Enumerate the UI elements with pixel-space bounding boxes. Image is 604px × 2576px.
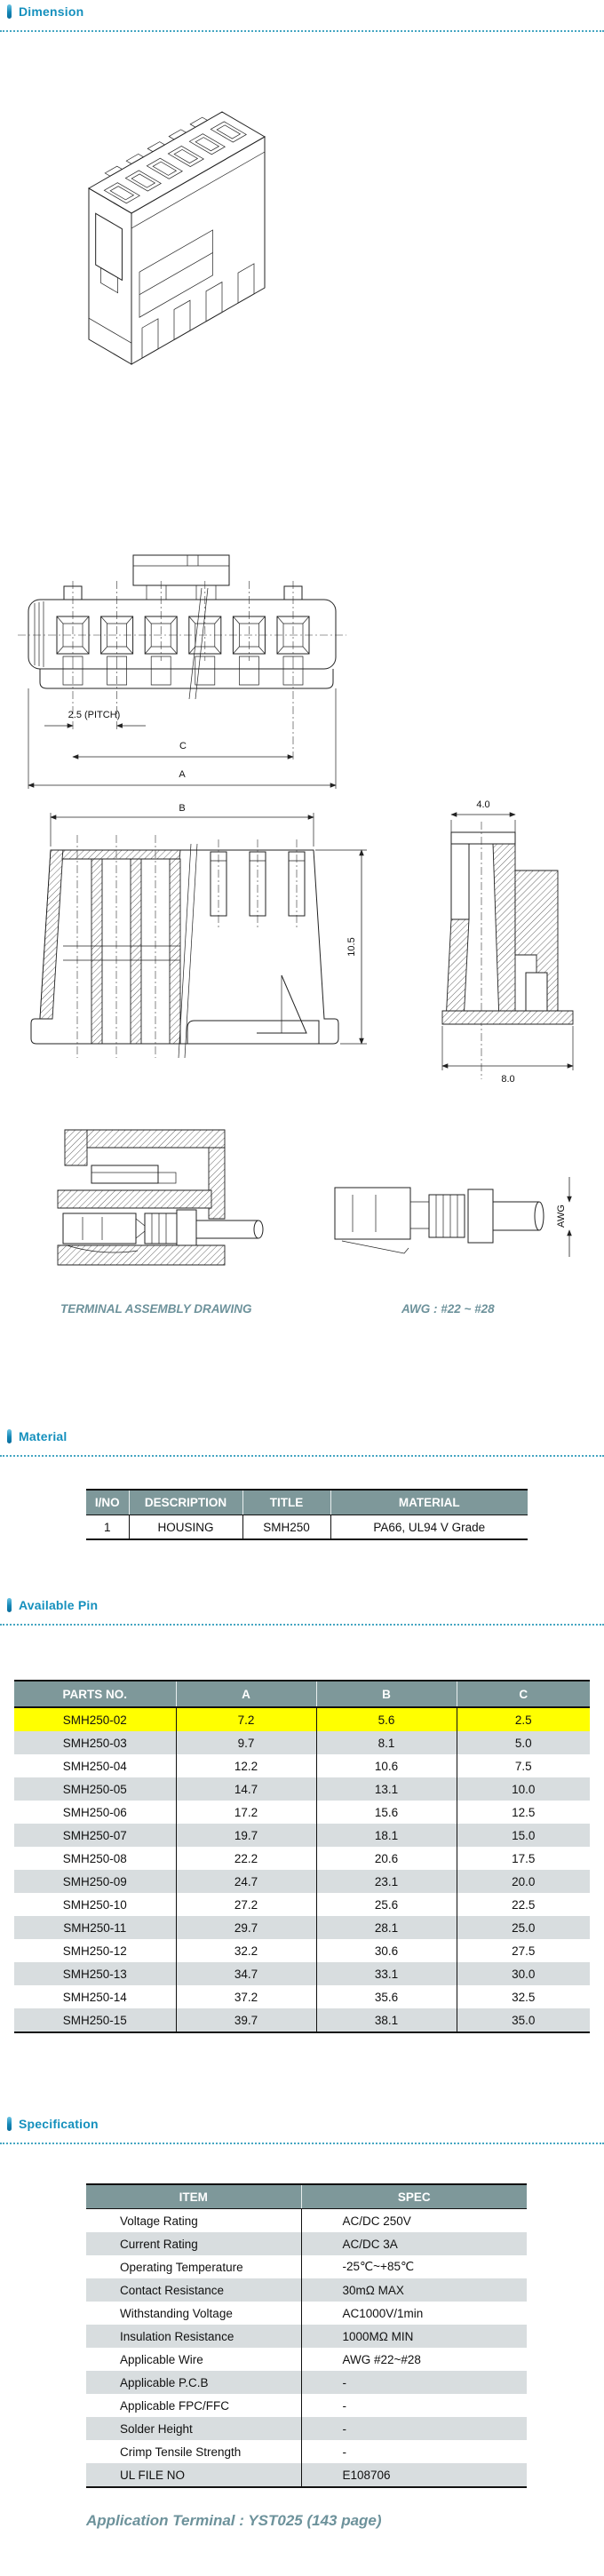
table-cell: Current Rating	[86, 2232, 301, 2255]
table-row	[14, 1916, 590, 1939]
table-cell: SMH250-12	[62, 1944, 127, 1958]
table-cell: SMH250-03	[14, 1731, 176, 1754]
table-header-cell: PARTS NO.	[14, 1681, 176, 1707]
section-bar-icon	[7, 2117, 12, 2131]
table-cell: 1	[86, 1515, 129, 1540]
table-cell: SMH250-09	[14, 1870, 176, 1893]
table-row	[14, 1824, 590, 1847]
table-cell: 29.7	[176, 1916, 316, 1939]
table-cell: Operating Temperature	[120, 2260, 243, 2274]
caption-terminal-assembly: TERMINAL ASSEMBLY DRAWING	[60, 1302, 252, 1316]
table-row	[86, 2463, 527, 2487]
dim-label-height: 10.5	[346, 937, 357, 957]
table-cell: -25℃~+85℃	[301, 2255, 527, 2278]
terminal-assembly-drawing	[40, 1121, 289, 1272]
table-cell: 35.0	[457, 2008, 590, 2032]
table-cell: Voltage Rating	[120, 2214, 198, 2228]
table-cell: 38.1	[316, 2008, 457, 2032]
table-cell: SMH250-04	[62, 1759, 127, 1773]
table-cell: Contact Resistance	[86, 2278, 301, 2302]
dotted-divider	[0, 2143, 604, 2144]
table-row	[14, 1731, 590, 1754]
table-row	[86, 2394, 527, 2417]
table-cell: 19.7	[176, 1824, 316, 1847]
caption-awg-range: AWG : #22 ~ #28	[401, 1302, 495, 1316]
table-row	[14, 1847, 590, 1870]
section-title: Specification	[19, 2117, 99, 2131]
section-title: Dimension	[19, 4, 84, 19]
isometric-view-drawing	[71, 73, 284, 419]
table-cell: 17.2	[176, 1801, 316, 1824]
table-row	[86, 1515, 528, 1540]
table-cell: AC1000V/1min	[301, 2302, 527, 2325]
table-header-cell: TITLE	[242, 1490, 330, 1515]
table-cell: AC/DC 250V	[301, 2209, 527, 2233]
section-bar-icon	[7, 1598, 12, 1612]
table-cell: SMH250-08	[62, 1851, 127, 1865]
table-cell: SMH250-11	[14, 1916, 176, 1939]
table-row	[86, 2325, 527, 2348]
table-cell: 7.5	[457, 1754, 590, 1777]
table-cell: Applicable Wire	[120, 2352, 203, 2366]
table-cell: Crimp Tensile Strength	[120, 2445, 242, 2459]
table-cell: SMH250-14	[62, 1990, 127, 2004]
table-row	[86, 2255, 527, 2278]
table-cell: SMH250-10	[62, 1897, 127, 1912]
table-cell: 17.5	[457, 1847, 590, 1870]
table-cell: 10.6	[316, 1754, 457, 1777]
table-cell: PA66, UL94 V Grade	[330, 1515, 528, 1540]
table-row	[86, 2278, 527, 2302]
table-cell: 10.0	[457, 1777, 590, 1801]
table-header-cell: MATERIAL	[330, 1490, 528, 1515]
table-row	[14, 1893, 590, 1916]
table-cell: UL FILE NO	[86, 2463, 301, 2487]
table-cell: Applicable P.C.B	[86, 2371, 301, 2394]
table-header-cell: ITEM	[86, 2184, 301, 2209]
table-cell: E108706	[301, 2463, 527, 2487]
table-cell: 25.0	[457, 1916, 590, 1939]
table-cell: SMH250-02	[14, 1707, 176, 1731]
table-cell: SMH250-07	[14, 1824, 176, 1847]
section-header-dimension	[7, 4, 83, 20]
table-row	[86, 2440, 527, 2463]
table-header-row	[86, 1490, 528, 1515]
section-header-material	[7, 1428, 68, 1444]
table-cell: 30.6	[316, 1939, 457, 1962]
table-cell: 18.1	[316, 1824, 457, 1847]
table-cell: Withstanding Voltage	[120, 2306, 233, 2320]
table-row	[86, 2348, 527, 2371]
table-cell: 20.0	[457, 1870, 590, 1893]
table-cell: Applicable FPC/FFC	[120, 2398, 230, 2413]
table-row	[14, 1754, 590, 1777]
table-cell: -	[301, 2371, 527, 2394]
dim-label-awg: AWG	[556, 1205, 567, 1228]
table-cell: 27.5	[457, 1939, 590, 1962]
table-cell: 24.7	[176, 1870, 316, 1893]
table-cell: AC/DC 3A	[301, 2232, 527, 2255]
table-row	[86, 2302, 527, 2325]
application-terminal-note: Application Terminal : YST025 (143 page)	[86, 2512, 382, 2529]
section-bar-icon	[7, 1429, 12, 1443]
table-row	[14, 1985, 590, 2008]
table-cell: HOUSING	[129, 1515, 242, 1540]
section-title: Available Pin	[19, 1598, 99, 1612]
table-cell: 9.7	[176, 1731, 316, 1754]
table-cell: 25.6	[316, 1893, 457, 1916]
table-header-cell: A	[176, 1681, 316, 1707]
dim-label-b: B	[179, 803, 186, 814]
table-cell: 8.1	[316, 1731, 457, 1754]
table-row	[14, 1870, 590, 1893]
table-cell: 32.2	[176, 1939, 316, 1962]
table-cell: 13.1	[316, 1777, 457, 1801]
dim-label-a: A	[179, 769, 186, 780]
table-header-cell: SPEC	[301, 2184, 527, 2209]
table-row	[86, 2232, 527, 2255]
terminal-side-view-drawing	[324, 1168, 591, 1270]
table-cell: 23.1	[316, 1870, 457, 1893]
side-view-drawing	[426, 795, 604, 1093]
table-cell: SMH250	[242, 1515, 330, 1540]
table-cell: 30mΩ MAX	[301, 2278, 527, 2302]
section-title: Material	[19, 1429, 68, 1443]
table-cell: -	[301, 2417, 527, 2440]
specification-table	[86, 2183, 527, 2488]
table-cell: 14.7	[176, 1777, 316, 1801]
table-cell: Insulation Resistance	[86, 2325, 301, 2348]
table-row	[86, 2209, 527, 2233]
dim-label-pitch: 2.5 (PITCH)	[68, 710, 121, 720]
table-cell: SMH250-05	[14, 1777, 176, 1801]
table-cell: 1000MΩ MIN	[301, 2325, 527, 2348]
dim-label-c: C	[179, 741, 187, 751]
table-cell: 35.6	[316, 1985, 457, 2008]
table-cell: 39.7	[176, 2008, 316, 2032]
table-cell: 22.2	[176, 1847, 316, 1870]
section-header-specification	[7, 2116, 99, 2132]
available-pin-table	[14, 1680, 590, 2033]
dim-label-bottom-width: 8.0	[501, 1074, 515, 1085]
table-row	[14, 1962, 590, 1985]
table-row	[86, 2417, 527, 2440]
table-cell: 7.2	[176, 1707, 316, 1731]
table-row	[14, 1939, 590, 1962]
table-cell: SMH250-13	[14, 1962, 176, 1985]
table-cell: -	[301, 2440, 527, 2463]
table-cell: 33.1	[316, 1962, 457, 1985]
table-cell: -	[301, 2394, 527, 2417]
table-row	[86, 2371, 527, 2394]
section-bar-icon	[7, 4, 12, 19]
table-header-cell: DESCRIPTION	[129, 1490, 242, 1515]
table-row	[14, 2008, 590, 2032]
table-cell: 34.7	[176, 1962, 316, 1985]
table-header-cell: C	[457, 1681, 590, 1707]
table-cell: Solder Height	[86, 2417, 301, 2440]
table-cell: 37.2	[176, 1985, 316, 2008]
dotted-divider	[0, 30, 604, 32]
table-cell: 32.5	[457, 1985, 590, 2008]
table-row	[14, 1777, 590, 1801]
dim-label-top-width: 4.0	[476, 799, 490, 810]
table-cell: 5.0	[457, 1731, 590, 1754]
table-header-cell: B	[316, 1681, 457, 1707]
table-header-cell: I/NO	[86, 1490, 129, 1515]
table-cell: 15.6	[316, 1801, 457, 1824]
table-cell: SMH250-15	[14, 2008, 176, 2032]
table-cell: 20.6	[316, 1847, 457, 1870]
table-row	[14, 1707, 590, 1731]
table-header-row	[14, 1681, 590, 1707]
table-cell: 22.5	[457, 1893, 590, 1916]
table-header-row	[86, 2184, 527, 2209]
table-cell: 15.0	[457, 1824, 590, 1847]
table-cell: 12.2	[176, 1754, 316, 1777]
table-row	[14, 1801, 590, 1824]
section-view-drawing	[13, 795, 378, 1066]
table-cell: 30.0	[457, 1962, 590, 1985]
table-cell: SMH250-06	[62, 1805, 127, 1819]
dotted-divider	[0, 1624, 604, 1626]
table-cell: 28.1	[316, 1916, 457, 1939]
table-cell: AWG #22~#28	[301, 2348, 527, 2371]
table-cell: 2.5	[457, 1707, 590, 1731]
front-view-drawing	[13, 544, 351, 810]
table-cell: 12.5	[457, 1801, 590, 1824]
material-table	[86, 1489, 528, 1540]
section-header-available-pin	[7, 1597, 98, 1613]
table-cell: 27.2	[176, 1893, 316, 1916]
dotted-divider	[0, 1455, 604, 1457]
table-cell: 5.6	[316, 1707, 457, 1731]
